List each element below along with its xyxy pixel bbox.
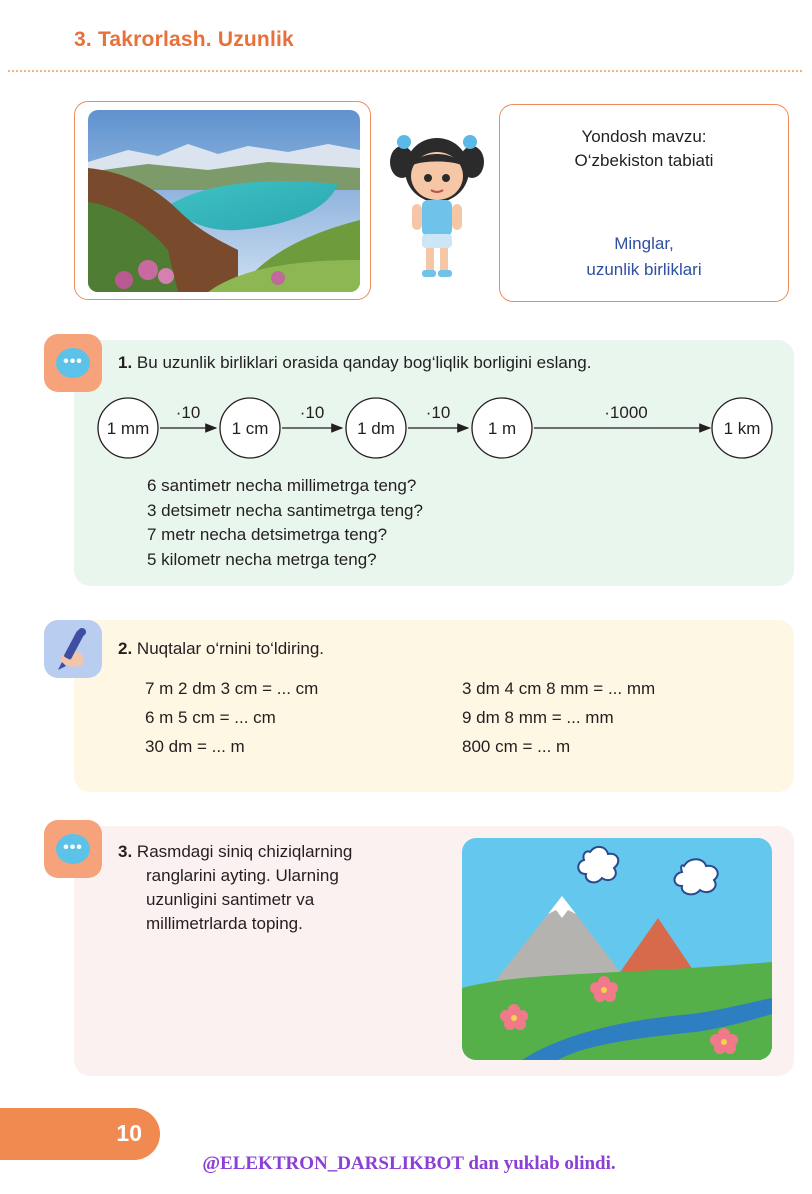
chat-bubble-icon: •••	[44, 334, 102, 392]
unit-conversion-chain	[96, 396, 790, 460]
related-topic-box	[499, 104, 789, 302]
equation: 7 m 2 dm 3 cm = ... cm	[145, 679, 319, 698]
task3-instruction: 3. Rasmdagi siniq chiziqlarning ranglarini ayting. Ularning uzunligini santimetr va millimetrlarda toping.	[118, 842, 353, 933]
mountain-scene-image	[462, 838, 772, 1060]
list-item: 3 detsimetr necha santimetrga teng?	[147, 500, 423, 520]
chat-bubble-icon: •••	[44, 820, 102, 878]
unit-label: 1 cm	[231, 419, 269, 438]
equation: 3 dm 4 cm 8 mm = ... mm	[462, 679, 656, 698]
related-topic-label: Yondosh mavzu: O‘zbekiston tabiati	[574, 127, 714, 170]
factor-label: ·10	[175, 403, 201, 422]
equation: 800 cm = ... m	[462, 737, 571, 756]
dotted-divider	[8, 70, 802, 72]
footer-note: @ELEKTRON_DARSLIKBOT dan yuklab olindi.	[202, 1153, 616, 1174]
page-title: 3. Takrorlash. Uzunlik	[74, 28, 294, 51]
page-number: 10	[116, 1120, 142, 1146]
task1-instruction: 1. Bu uzunlik birliklari orasida qanday bog‘liqlik borligini eslang.	[118, 353, 592, 372]
task2-right-column	[462, 674, 655, 761]
unit-label: 1 dm	[357, 419, 395, 438]
unit-label: 1 m	[487, 419, 517, 438]
lake-landscape-image	[88, 110, 360, 292]
task2-instruction: 2. Nuqtalar o‘rnini to‘ldiring.	[118, 639, 325, 658]
factor-label: ·10	[425, 403, 451, 422]
girl-illustration	[384, 130, 490, 280]
lesson-subject: Minglar, uzunlik birliklari	[586, 234, 702, 279]
unit-label: 1 mm	[106, 419, 150, 438]
unit-label: 1 km	[723, 419, 761, 438]
factor-label: ·1000	[604, 403, 648, 422]
equation: 6 m 5 cm = ... cm	[145, 708, 276, 727]
factor-label: ·10	[299, 403, 325, 422]
list-item: 6 santimetr necha millimetrga teng?	[147, 476, 417, 495]
list-item: 5 kilometr necha metrga teng?	[147, 549, 377, 569]
equation: 9 dm 8 mm = ... mm	[462, 708, 614, 727]
equation: 30 dm = ... m	[145, 737, 245, 756]
task2-left-column	[145, 674, 318, 761]
task1-questions	[147, 474, 423, 572]
list-item: 7 metr necha detsimetrga teng?	[147, 525, 388, 544]
pencil-hand-icon	[44, 620, 102, 678]
